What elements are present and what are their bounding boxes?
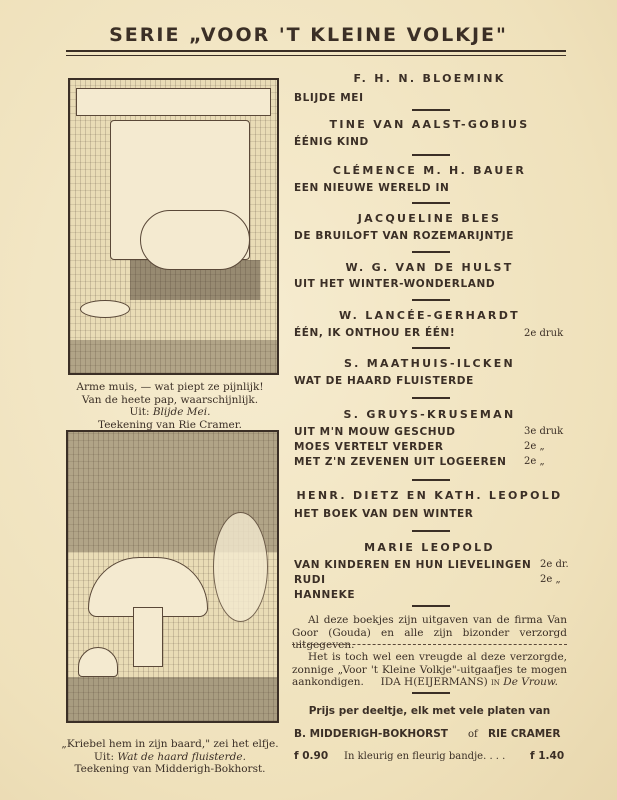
book-title: VAN KINDEREN EN HUN LIEVELINGEN [294, 559, 532, 571]
author: MARIE LEOPOLD [364, 541, 495, 554]
author: S. GRUYS-KRUSEMAN [343, 408, 516, 421]
review-author: IDA H(EIJERMANS) in [380, 676, 500, 688]
source-prefix: Uit: [94, 750, 115, 763]
series-title: SERIE „VOOR 'T KLEINE VOLKJE" [109, 24, 508, 46]
illustration-mushroom-elf [66, 430, 279, 723]
edition: 2e „ [524, 441, 545, 452]
book-title: ÉÉNIG KIND [294, 136, 369, 148]
illustration-credit: Teekening van Rie Cramer. [98, 418, 242, 431]
edition: 2e druk [524, 328, 564, 339]
caption-line: Arme muis, — wat piept ze pijnlijk! [76, 381, 264, 393]
separator [412, 692, 450, 694]
author: F. H. N. BLOEMINK [353, 72, 506, 85]
separator [412, 479, 450, 481]
illustrator: RIE CRAMER [488, 728, 561, 740]
or-text: of [468, 729, 478, 740]
price-bound: f 1.40 [530, 750, 565, 762]
separator [412, 299, 450, 301]
review-text: Het is toch wel een vreugde al deze verzorgde, zonnige „Voor 't Kleine Volkje"-uitgaafjes te mogen aankondigen. [292, 651, 567, 688]
separator [412, 109, 450, 111]
author: S. MAATHUIS-ILCKEN [343, 357, 516, 370]
review-quote [292, 651, 567, 689]
caption-line: Van de heete pap, waarschijnlijk. [81, 393, 259, 406]
book-title: RUDI [294, 574, 326, 586]
dashed-divider [292, 644, 567, 645]
title-rule [66, 50, 566, 52]
source-title: Blijde Mei. [152, 406, 211, 418]
author: W. G. VAN DE HULST [345, 261, 514, 274]
book-title: WAT DE HAARD FLUISTERDE [294, 375, 474, 387]
edition: 2e „ [524, 456, 545, 467]
illustrator: B. MIDDERIGH-BOKHORST [294, 728, 448, 740]
separator [412, 251, 450, 253]
author: TINE VAN AALST-GOBIUS [329, 118, 530, 131]
separator [412, 202, 450, 204]
author: W. LANCÉE-GERHARDT [339, 309, 520, 322]
caption-line: „Kriebel hem in zijn baard," zei het elfje. [61, 738, 279, 750]
illustration-credit: Teekening van Midderigh-Bokhorst. [74, 763, 266, 775]
book-title: BLIJDE MEI [294, 92, 364, 104]
source-title: Wat de haard fluisterde. [117, 750, 246, 763]
illustration-caption [40, 381, 300, 431]
illustration-bedroom [68, 78, 279, 375]
edition: 2e „ [540, 574, 561, 585]
book-title: EEN NIEUWE WERELD IN [294, 182, 450, 194]
book-title: DE BRUILOFT VAN ROZEMARIJNTJE [294, 230, 514, 242]
review-source: De Vrouw. [503, 676, 559, 688]
book-title: HET BOEK VAN DEN WINTER [294, 508, 474, 520]
title-rule [66, 55, 566, 56]
separator [412, 530, 450, 532]
book-title: ÉÉN, IK ONTHOU ER ÉÉN! [294, 327, 456, 339]
separator [412, 605, 450, 607]
price-basic: f 0.90 [294, 750, 329, 762]
author: JACQUELINE BLES [357, 212, 502, 225]
separator [412, 397, 450, 399]
book-title: HANNEKE [294, 589, 356, 601]
illustration-caption [40, 738, 300, 776]
book-title: UIT HET WINTER-WONDERLAND [294, 278, 496, 290]
author: HENR. DIETZ EN KATH. LEOPOLD [296, 489, 563, 502]
book-title: UIT M'N MOUW GESCHUD [294, 426, 456, 438]
publisher-note: Al deze boekjes zijn uitgaven van de firma Van Goor (Gouda) en alle zijn bizonder verzorgd uitgegeven. [292, 614, 567, 651]
separator [412, 154, 450, 156]
edition: 2e dr. [540, 559, 569, 570]
author: CLÉMENCE M. H. BAUER [332, 164, 527, 177]
edition: 3e druk [524, 426, 564, 437]
price-intro: Prijs per deeltje, elk met vele platen van [308, 705, 551, 717]
book-title: MET Z'N ZEVENEN UIT LOGEEREN [294, 456, 507, 468]
separator [412, 347, 450, 349]
binding-text: In kleurig en fleurig bandje. . . . [344, 751, 506, 762]
source-prefix: Uit: [129, 406, 150, 418]
book-title: MOES VERTELT VERDER [294, 441, 444, 453]
